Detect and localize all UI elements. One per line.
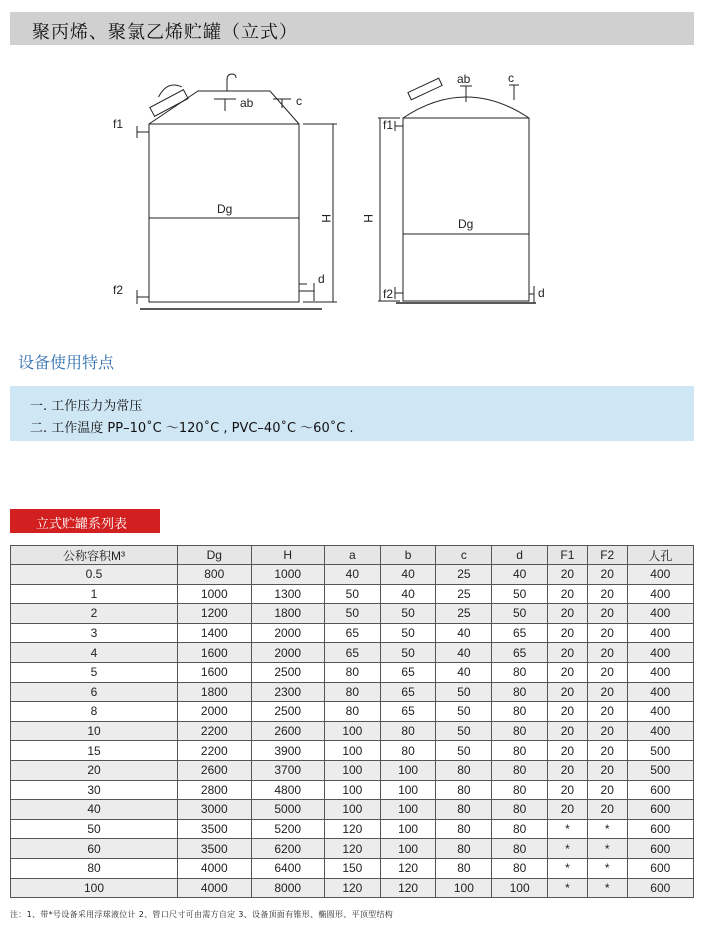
table-cell: 20 [548, 584, 588, 604]
table-cell: 2200 [178, 741, 251, 761]
table-cell: 80 [436, 839, 492, 859]
features-box [10, 386, 694, 441]
table-cell: 80 [492, 741, 548, 761]
table-cell: 15 [11, 741, 178, 761]
table-cell: 6200 [251, 839, 324, 859]
table-cell: 4800 [251, 780, 324, 800]
title-bar [10, 12, 694, 45]
table-cell: 600 [627, 839, 693, 859]
table-cell: 500 [627, 741, 693, 761]
table-cell: 100 [492, 878, 548, 898]
table-row [11, 623, 694, 643]
table-row [11, 721, 694, 741]
label-h-left: H [319, 214, 333, 223]
label-f2-left: f2 [113, 283, 124, 297]
table-cell: 40 [324, 565, 380, 585]
table-cell: 400 [627, 682, 693, 702]
table-cell: 80 [492, 839, 548, 859]
table-cell: 80 [380, 741, 436, 761]
label-f1-left: f1 [113, 117, 124, 131]
table-cell: 1800 [178, 682, 251, 702]
label-h-right: H [361, 214, 375, 223]
table-cell: 3 [11, 623, 178, 643]
table-cell: 400 [627, 721, 693, 741]
table-cell: 25 [436, 604, 492, 624]
table-cell: 400 [627, 623, 693, 643]
table-cell: 5200 [251, 819, 324, 839]
label-c-left: c [296, 94, 302, 108]
table-cell: 65 [492, 643, 548, 663]
table-cell: 2000 [251, 623, 324, 643]
label-d-left: d [318, 272, 325, 286]
table-cell: 40 [380, 584, 436, 604]
header-f1: F1 [548, 546, 588, 565]
label-dg-right: Dg [458, 217, 474, 231]
table-cell: 40 [436, 623, 492, 643]
table-cell: 65 [380, 662, 436, 682]
table-cell: 80 [492, 662, 548, 682]
table-cell: 20 [587, 604, 627, 624]
table-cell: 20 [587, 662, 627, 682]
table-cell: 120 [324, 878, 380, 898]
table-cell: 65 [380, 702, 436, 722]
manhole-icon [408, 78, 442, 100]
table-cell: 50 [436, 741, 492, 761]
table-cell: 80 [436, 819, 492, 839]
table-cell: 1000 [251, 565, 324, 585]
label-ab-left: ab [240, 96, 254, 110]
header-manhole: 人孔 [627, 546, 693, 565]
series-table-title: 立式贮罐系列表 [36, 517, 128, 532]
features-heading: 设备使用特点 [18, 353, 115, 372]
table-cell: * [587, 858, 627, 878]
label-c-right: c [508, 71, 514, 85]
table-row [11, 780, 694, 800]
table-cell: * [548, 819, 588, 839]
table-cell: 4000 [178, 878, 251, 898]
table-cell: 20 [548, 682, 588, 702]
table-cell: 20 [548, 800, 588, 820]
table-cell: 50 [324, 604, 380, 624]
table-cell: 20 [548, 565, 588, 585]
table-row [11, 604, 694, 624]
table-cell: 400 [627, 662, 693, 682]
table-cell: 400 [627, 702, 693, 722]
table-cell: 1600 [178, 662, 251, 682]
table-cell: 100 [380, 760, 436, 780]
table-cell: 20 [587, 741, 627, 761]
header-dg: Dg [178, 546, 251, 565]
table-cell: 5 [11, 662, 178, 682]
table-cell: 20 [548, 702, 588, 722]
table-cell: 20 [587, 682, 627, 702]
table-cell: 80 [492, 819, 548, 839]
table-cell: * [587, 878, 627, 898]
label-f1-right: f1 [383, 118, 394, 132]
label-ab-right: ab [457, 72, 471, 86]
label-f2-right: f2 [383, 287, 394, 301]
table-cell: 50 [436, 682, 492, 702]
table-cell: 80 [492, 858, 548, 878]
table-cell: 20 [587, 565, 627, 585]
table-cell: 8000 [251, 878, 324, 898]
table-cell: 100 [436, 878, 492, 898]
table-cell: 800 [178, 565, 251, 585]
table-cell: 2 [11, 604, 178, 624]
table-cell: 400 [627, 604, 693, 624]
table-cell: 600 [627, 819, 693, 839]
table-cell: 100 [324, 800, 380, 820]
table-cell: 2000 [251, 643, 324, 663]
table-cell: * [587, 839, 627, 859]
label-dg-left: Dg [217, 202, 233, 216]
table-cell: 4000 [178, 858, 251, 878]
table-cell: 50 [436, 721, 492, 741]
table-row [11, 819, 694, 839]
table-cell: 2300 [251, 682, 324, 702]
table-cell: 1200 [178, 604, 251, 624]
feature-temperature: 二. 工作温度 PP–10˚C ～120˚C , PVC–40˚C ～60˚C . [30, 421, 354, 436]
table-cell: 20 [587, 780, 627, 800]
table-cell: 10 [11, 721, 178, 741]
feature-pressure: 一. 工作压力为常压 [30, 399, 143, 414]
table-cell: 20 [548, 760, 588, 780]
table-cell: 80 [492, 721, 548, 741]
table-cell: 80 [436, 800, 492, 820]
table-cell: 3500 [178, 839, 251, 859]
table-cell: 40 [492, 565, 548, 585]
table-cell: 1400 [178, 623, 251, 643]
table-cell: 100 [324, 780, 380, 800]
table-cell: 400 [627, 565, 693, 585]
table-cell: 600 [627, 780, 693, 800]
table-cell: 40 [436, 643, 492, 663]
table-cell: 2800 [178, 780, 251, 800]
table-row [11, 643, 694, 663]
series-table [10, 545, 694, 898]
table-cell: 600 [627, 878, 693, 898]
table-cell: 6400 [251, 858, 324, 878]
table-cell: 65 [380, 682, 436, 702]
series-table-badge [10, 509, 160, 533]
table-cell: 25 [436, 565, 492, 585]
table-cell: 100 [324, 760, 380, 780]
table-cell: 100 [324, 741, 380, 761]
label-d-right: d [538, 286, 545, 300]
table-row [11, 839, 694, 859]
table-cell: 1800 [251, 604, 324, 624]
table-cell: 1600 [178, 643, 251, 663]
table-cell: 600 [627, 858, 693, 878]
table-row [11, 682, 694, 702]
table-cell: 600 [627, 800, 693, 820]
table-cell: 120 [324, 839, 380, 859]
header-a: a [324, 546, 380, 565]
header-f2: F2 [587, 546, 627, 565]
table-cell: 50 [492, 604, 548, 624]
table-cell: 2500 [251, 662, 324, 682]
table-cell: 20 [587, 760, 627, 780]
cone-top-tank-drawing [137, 74, 337, 309]
table-cell: 1 [11, 584, 178, 604]
table-cell: 80 [492, 702, 548, 722]
table-row [11, 662, 694, 682]
table-cell: 120 [324, 819, 380, 839]
table-cell: 40 [11, 800, 178, 820]
table-cell: 80 [492, 780, 548, 800]
table-cell: 100 [380, 819, 436, 839]
table-cell: 1300 [251, 584, 324, 604]
table-cell: 80 [492, 760, 548, 780]
table-cell: 400 [627, 643, 693, 663]
table-cell: 80 [380, 721, 436, 741]
table-cell: 100 [380, 800, 436, 820]
table-cell: 20 [587, 702, 627, 722]
table-cell: 20 [587, 721, 627, 741]
table-cell: 2000 [178, 702, 251, 722]
table-cell: 3000 [178, 800, 251, 820]
table-cell: 120 [380, 878, 436, 898]
table-body [11, 565, 694, 898]
table-row [11, 741, 694, 761]
header-b: b [380, 546, 436, 565]
table-cell: 20 [548, 662, 588, 682]
table-cell: 3900 [251, 741, 324, 761]
table-cell: 100 [324, 721, 380, 741]
table-cell: 20 [548, 623, 588, 643]
table-cell: 150 [324, 858, 380, 878]
table-cell: 80 [492, 682, 548, 702]
table-cell: 65 [324, 623, 380, 643]
table-cell: * [548, 878, 588, 898]
table-cell: 20 [11, 760, 178, 780]
table-cell: 50 [11, 819, 178, 839]
table-cell: 3500 [178, 819, 251, 839]
table-cell: 100 [11, 878, 178, 898]
table-cell: 80 [324, 682, 380, 702]
table-cell: 8 [11, 702, 178, 722]
table-cell: 6 [11, 682, 178, 702]
table-cell: 80 [436, 780, 492, 800]
table-cell: 80 [324, 702, 380, 722]
table-cell: 50 [324, 584, 380, 604]
header-c: c [436, 546, 492, 565]
table-cell: 80 [436, 858, 492, 878]
table-cell: 30 [11, 780, 178, 800]
table-cell: * [587, 819, 627, 839]
table-header-row [11, 546, 694, 565]
table-cell: 120 [380, 858, 436, 878]
manhole-icon [150, 84, 188, 116]
dish-top-tank-drawing [378, 78, 536, 303]
table-cell: 100 [380, 780, 436, 800]
table-cell: 80 [436, 760, 492, 780]
table-cell: 1000 [178, 584, 251, 604]
table-cell: 20 [548, 604, 588, 624]
table-cell: 40 [380, 565, 436, 585]
table-cell: 60 [11, 839, 178, 859]
table-cell: 20 [548, 741, 588, 761]
table-cell: 2600 [251, 721, 324, 741]
table-row [11, 584, 694, 604]
table-row [11, 760, 694, 780]
table-row [11, 878, 694, 898]
table-cell: * [548, 858, 588, 878]
table-cell: 2200 [178, 721, 251, 741]
table-cell: 20 [587, 800, 627, 820]
table-cell: 50 [380, 643, 436, 663]
table-cell: 20 [587, 584, 627, 604]
table-cell: 20 [548, 780, 588, 800]
table-cell: 50 [380, 604, 436, 624]
header-h: H [251, 546, 324, 565]
table-row [11, 858, 694, 878]
table-row [11, 800, 694, 820]
table-cell: 100 [380, 839, 436, 859]
table-cell: 500 [627, 760, 693, 780]
table-cell: 0.5 [11, 565, 178, 585]
table-cell: 400 [627, 584, 693, 604]
table-cell: 65 [492, 623, 548, 643]
table-cell: 20 [548, 643, 588, 663]
table-cell: 20 [587, 643, 627, 663]
table-cell: 5000 [251, 800, 324, 820]
table-cell: 2500 [251, 702, 324, 722]
table-cell: 80 [324, 662, 380, 682]
table-cell: 50 [380, 623, 436, 643]
table-cell: 50 [436, 702, 492, 722]
table-cell: 3700 [251, 760, 324, 780]
table-cell: 20 [587, 623, 627, 643]
header-d: d [492, 546, 548, 565]
table-cell: 40 [436, 662, 492, 682]
table-cell: 50 [492, 584, 548, 604]
table-cell: 4 [11, 643, 178, 663]
table-cell: 2600 [178, 760, 251, 780]
table-cell: 80 [11, 858, 178, 878]
table-cell: * [548, 839, 588, 859]
table-cell: 80 [492, 800, 548, 820]
tank-diagrams [0, 58, 709, 328]
table-row [11, 702, 694, 722]
header-volume: 公称容积M³ [11, 546, 178, 565]
footnote: 注：1、带*号设备采用浮球液位计 2、管口尺寸可由需方自定 3、设备顶面有锥形、椭圆形、平顶型结构 [10, 910, 394, 919]
table-cell: 25 [436, 584, 492, 604]
table-cell: 20 [548, 721, 588, 741]
page-title: 聚丙烯、聚氯乙烯贮罐（立式） [32, 22, 298, 43]
table-row [11, 565, 694, 585]
table-cell: 65 [324, 643, 380, 663]
